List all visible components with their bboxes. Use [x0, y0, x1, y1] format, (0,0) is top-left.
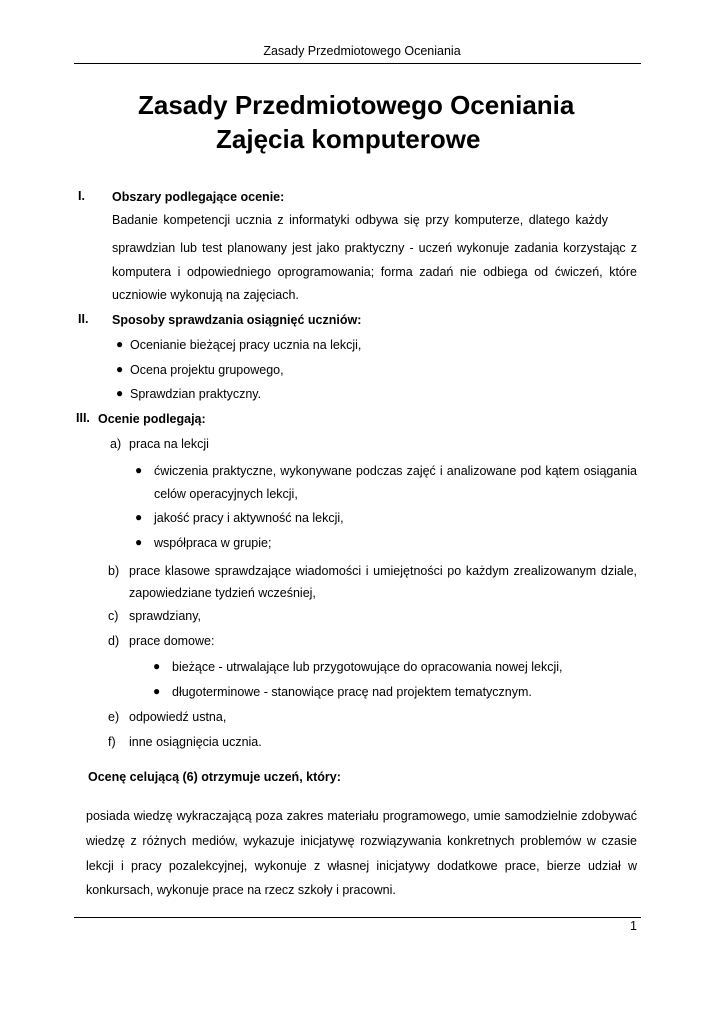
- paragraph-line: konkursach, wykonuje prace na rzecz szkoły i pracowni.: [86, 883, 396, 897]
- page-number: 1: [630, 919, 637, 933]
- list-item: prace klasowe sprawdzające wiadomości i umiejętności po każdym zrealizowanym dziale,: [129, 564, 637, 578]
- list-item: Sprawdzian praktyczny.: [130, 387, 262, 401]
- item-marker: f): [108, 735, 116, 749]
- item-marker: c): [108, 609, 119, 623]
- section-1-numeral: I.: [78, 189, 85, 203]
- list-item: współpraca w grupie;: [154, 536, 272, 550]
- list-item: Ocena projektu grupowego,: [130, 363, 284, 377]
- bullet-icon: ●: [116, 337, 124, 351]
- grade-6-heading: Ocenę celującą (6) otrzymuje uczeń, który:: [88, 770, 341, 784]
- section-2-heading: Sposoby sprawdzania osiągnięć uczniów:: [112, 313, 362, 327]
- list-item: odpowiedź ustna,: [129, 710, 227, 724]
- bullet-icon: ●: [116, 362, 124, 376]
- section-3-heading: Ocenie podlegają:: [98, 412, 206, 426]
- bullet-icon: ●: [135, 463, 143, 477]
- running-header: Zasady Przedmiotowego Oceniania: [263, 44, 461, 58]
- paragraph-line: lekcji i pracy pozalekcyjnej, wykonuje z własnej inicjatywy dodatkowe prace, bierze udział w: [86, 859, 637, 873]
- page-title: Zasady Przedmiotowego Oceniania: [138, 90, 575, 120]
- header-rule: [74, 63, 641, 64]
- paragraph-line: wiedzę z różnych mediów, wykazuje inicjatywę rozwiązywania konkretnych problemów w czasie: [86, 834, 637, 848]
- section-3-numeral: III.: [76, 411, 90, 425]
- item-marker: d): [108, 634, 120, 648]
- bullet-icon: ●: [153, 684, 161, 698]
- item-marker: e): [108, 710, 120, 724]
- list-item: bieżące - utrwalające lub przygotowujące do opracowania nowej lekcji,: [172, 660, 563, 674]
- footer-rule: [74, 917, 641, 918]
- list-item-continuation: zapowiedziane tydzień wcześniej,: [129, 586, 316, 600]
- list-item: jakość pracy i aktywność na lekcji,: [154, 511, 344, 525]
- list-item: długoterminowe - stanowiące pracę nad projektem tematycznym.: [172, 685, 532, 699]
- list-item: Ocenianie bieżącej pracy ucznia na lekcji,: [130, 338, 362, 352]
- list-item: inne osiągnięcia ucznia.: [129, 735, 262, 749]
- section-1-line: sprawdzian lub test planowany jest jako praktyczny - uczeń wykonuje zadania korzystając z: [112, 241, 637, 255]
- bullet-icon: ●: [116, 386, 124, 400]
- item-marker: b): [108, 564, 120, 578]
- list-item: ćwiczenia praktyczne, wykonywane podczas zajęć i analizowane pod kątem osiągania: [154, 464, 637, 478]
- section-1-line: Badanie kompetencji ucznia z informatyki odbywa się przy komputerze, dlatego każdy: [112, 213, 608, 227]
- paragraph-line: posiada wiedzę wykraczającą poza zakres materiału programowego, umie samodzielnie zdobywać: [86, 809, 637, 823]
- list-item: praca na lekcji: [129, 437, 209, 451]
- bullet-icon: ●: [135, 535, 143, 549]
- section-1-line: uczniowie wykonują na zajęciach.: [112, 288, 299, 302]
- section-1-heading: Obszary podlegające ocenie:: [112, 190, 285, 204]
- section-1-line: komputera i odpowiedniego oprogramowania; forma zadań nie odbiega od ćwiczeń, które: [112, 265, 637, 279]
- section-2-numeral: II.: [78, 312, 89, 326]
- list-item: sprawdziany,: [129, 609, 202, 623]
- list-item: prace domowe:: [129, 634, 215, 648]
- item-marker: a): [110, 437, 122, 451]
- page-subtitle: Zajęcia komputerowe: [216, 124, 481, 154]
- bullet-icon: ●: [153, 659, 161, 673]
- bullet-icon: ●: [135, 510, 143, 524]
- list-item-continuation: celów operacyjnych lekcji,: [154, 487, 298, 501]
